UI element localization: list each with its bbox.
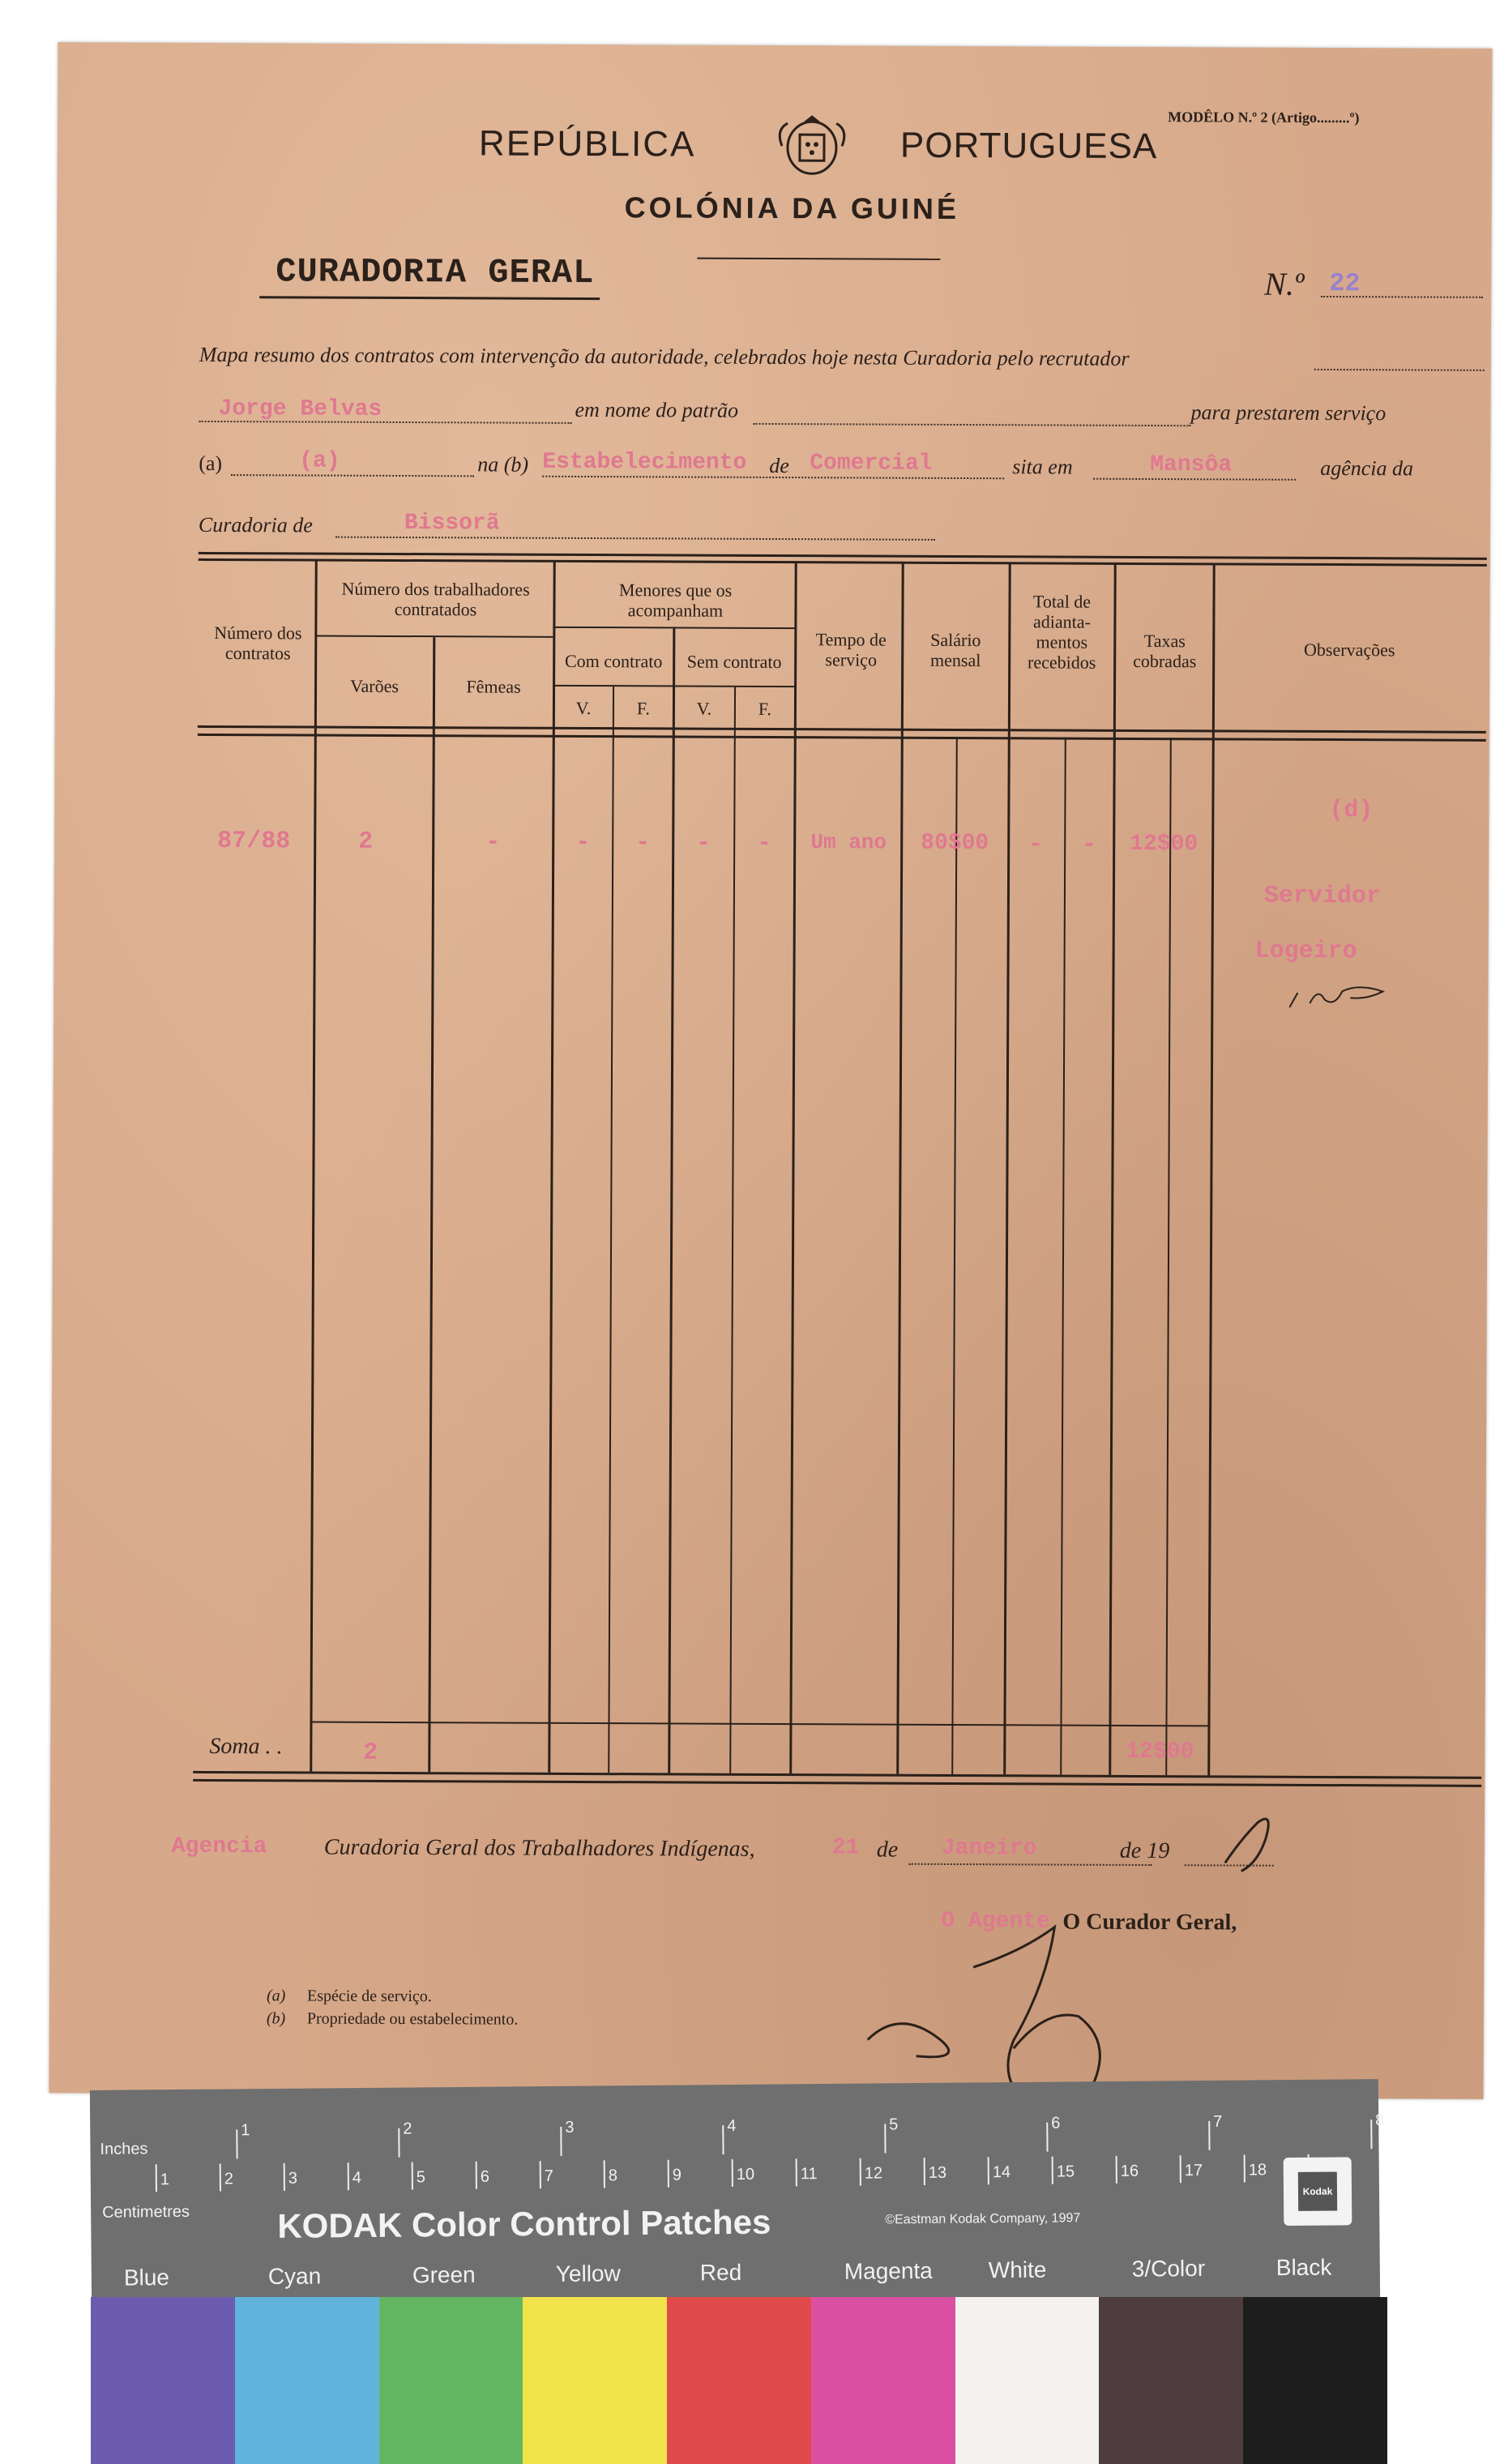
color-patch — [1099, 2297, 1243, 2464]
cm-tick-label: 3 — [288, 2169, 298, 2188]
modelo-label: MODÊLO N.º 2 (Artigo.........º) — [1168, 109, 1360, 126]
cm-tick-line — [924, 2158, 925, 2185]
table-top-rule-2 — [199, 558, 1487, 567]
col-divider-1 — [310, 561, 318, 1772]
header-cf: F. — [636, 698, 650, 719]
patch-label: 3/Color — [1131, 2255, 1206, 2282]
inch-tick-label: 8 — [1375, 2111, 1385, 2130]
numero-label: N.º — [1264, 265, 1305, 302]
note-a: Espécie de serviço. — [306, 1987, 432, 2006]
table-header-rule-1 — [198, 725, 1486, 734]
kodak-copyright: ©Eastman Kodak Company, 1997 — [885, 2211, 1081, 2227]
footer-mes: Janeiro — [941, 1835, 1037, 1862]
color-patch — [523, 2297, 667, 2464]
curadoria-underline — [259, 296, 600, 300]
republica-right: PORTUGUESA — [899, 125, 1158, 167]
header-sv: V. — [696, 698, 712, 719]
footer-de1: de — [876, 1837, 899, 1863]
agencia-da-label: agência da — [1320, 456, 1414, 481]
inch-tick-label: 3 — [565, 2118, 575, 2137]
cell-total-b: - — [1082, 831, 1097, 859]
cm-tick-label: 6 — [480, 2167, 490, 2186]
patch-label: Magenta — [844, 2257, 933, 2284]
inch-tick-line — [236, 2129, 237, 2158]
curadoria-dotline — [335, 537, 935, 541]
cm-tick-line — [988, 2157, 989, 2184]
patch-label: White — [988, 2257, 1047, 2283]
republica-left: REPÚBLICA — [478, 123, 696, 165]
header-numero-contratos: Número dos contratos — [214, 622, 302, 664]
sita-value: Mansôa — [1150, 452, 1233, 478]
de-value: Comercial — [810, 451, 933, 477]
soma-taxas: 12$00 — [1126, 1739, 1194, 1765]
header-cv: V. — [575, 697, 592, 719]
col-divider-5 — [668, 628, 675, 1773]
soma-rule — [311, 1722, 1207, 1727]
cm-tick-line — [860, 2158, 861, 2186]
coat-of-arms-emblem — [767, 113, 857, 178]
footer-mes-dotline — [909, 1863, 1152, 1866]
kodak-logo-text: Kodak — [1298, 2172, 1337, 2211]
header-tempo: Tempo de serviço — [815, 629, 887, 670]
cm-tick-line — [1244, 2155, 1246, 2183]
inch-tick-line — [1208, 2121, 1210, 2150]
ruler-centimetres-label: Centimetres — [102, 2202, 190, 2222]
cell-tempo: Um ano — [810, 830, 887, 855]
col-divider-3 — [548, 562, 556, 1773]
inch-tick-line — [1046, 2123, 1048, 2152]
color-patch — [1243, 2297, 1387, 2464]
col-divider-14 — [1207, 564, 1216, 1775]
color-patch — [811, 2297, 955, 2464]
cm-tick-label: 17 — [1184, 2161, 1203, 2180]
footer-curador-geral: O Curador Geral, — [1062, 1909, 1237, 1936]
soma-label: Soma . . — [209, 1733, 283, 1760]
cell-salario: 80$00 — [921, 830, 989, 857]
note-b-mark: (b) — [266, 2009, 286, 2028]
footer-curadoria-line: Curadoria Geral dos Trabalhadores Indígenas, — [323, 1834, 755, 1862]
cm-tick-label: 16 — [1120, 2162, 1139, 2180]
cm-tick-label: 15 — [1056, 2162, 1075, 2181]
inch-tick-line — [884, 2124, 886, 2153]
cm-tick-label: 8 — [608, 2167, 618, 2185]
kodak-ruler — [90, 2079, 1385, 2309]
kodak-logo — [1284, 2157, 1352, 2226]
para-prestarem-label: para prestarem serviço — [1190, 400, 1386, 426]
footer-o-agente: O Agente — [941, 1908, 1050, 1935]
footer-year-handwritten — [1217, 1806, 1282, 1879]
cm-tick-line — [348, 2162, 349, 2190]
col-divider-9 — [951, 737, 958, 1774]
header-observacoes: Observações — [1304, 639, 1395, 661]
cm-tick-label: 10 — [736, 2165, 755, 2184]
soma-varoes: 2 — [363, 1739, 378, 1767]
footer-de19: de 19 — [1119, 1837, 1170, 1864]
cell-obs-1: (d) — [1329, 797, 1374, 825]
patch-label: Cyan — [267, 2263, 322, 2290]
inch-tick-label: 4 — [727, 2116, 737, 2136]
numero-value: 22 — [1329, 267, 1361, 299]
header-com-contrato: Com contrato — [564, 650, 663, 672]
curadoria-value: Bissorã — [404, 511, 500, 537]
col-divider-11 — [1060, 738, 1066, 1775]
em-nome-label: em nome do patrão — [575, 397, 739, 422]
col-divider-8 — [896, 563, 904, 1774]
color-patch — [91, 2297, 235, 2464]
inch-tick-label: 5 — [889, 2115, 899, 2134]
cell-cf: - — [635, 829, 651, 858]
color-patch — [667, 2297, 811, 2464]
color-patch — [235, 2297, 379, 2464]
cell-cv: - — [575, 828, 591, 858]
recruiter-dotline — [1314, 369, 1485, 371]
cm-tick-line — [668, 2160, 669, 2188]
cm-tick-line — [1180, 2155, 1181, 2183]
cm-tick-line — [156, 2164, 157, 2192]
header-varoes: Varões — [350, 675, 400, 696]
patch-label: Black — [1275, 2254, 1332, 2281]
b-dotline — [542, 476, 1004, 479]
patrao-dotline — [753, 423, 1190, 426]
cm-tick-label: 9 — [672, 2166, 682, 2184]
cm-tick-label: 2 — [224, 2170, 234, 2188]
cm-tick-label: 12 — [864, 2164, 883, 2183]
cm-tick-label: 7 — [544, 2167, 554, 2186]
cm-tick-label: 1 — [160, 2171, 170, 2189]
cell-sf: - — [757, 829, 772, 858]
footer-dia: 21 — [831, 1835, 860, 1861]
header-numero-trabalhadores: Número dos trabalhadores contratados — [341, 578, 530, 620]
header-sf: F. — [758, 698, 771, 719]
cell-obs-3: Logeiro — [1254, 937, 1357, 966]
cm-tick-label: 5 — [416, 2168, 426, 2187]
kodak-title: KODAK Color Control Patches — [277, 2202, 771, 2245]
curadoria-geral-title: CURADORIA GERAL — [276, 252, 595, 293]
a-value: (a) — [299, 448, 340, 474]
cm-tick-line — [1052, 2157, 1053, 2184]
col-divider-10 — [1003, 563, 1011, 1774]
inch-tick-line — [398, 2128, 400, 2158]
patch-label: Red — [699, 2259, 742, 2286]
patch-label: Green — [412, 2261, 476, 2288]
cell-taxas: 12$00 — [1130, 831, 1198, 858]
cm-tick-line — [732, 2159, 733, 2187]
cm-tick-label: 4 — [352, 2169, 362, 2188]
header-taxas: Taxas cobradas — [1133, 631, 1197, 672]
header-femeas: Fêmeas — [466, 676, 521, 697]
col-divider-7 — [789, 563, 797, 1773]
intro-line-1: Mapa resumo dos contratos com intervenção da autoridade, celebrados hoje nesta Curadoria pelo recrutador — [199, 342, 1130, 370]
note-b: Propriedade ou estabelecimento. — [306, 2009, 519, 2029]
cm-tick-label: 18 — [1248, 2161, 1267, 2180]
inch-tick-line — [1370, 2120, 1372, 2149]
color-patches — [91, 2297, 1387, 2464]
colonia-title: COLÓNIA DA GUINÉ — [624, 190, 960, 226]
recruiter-name-dotline — [199, 421, 571, 424]
cm-tick-line — [412, 2162, 413, 2189]
cm-tick-label: 11 — [800, 2165, 818, 2184]
header-salario: Salário mensal — [929, 629, 981, 671]
sita-em-label: sita em — [1012, 455, 1073, 479]
cm-tick-line — [604, 2160, 605, 2188]
cm-tick-line — [476, 2162, 477, 2189]
cm-tick-line — [284, 2163, 285, 2191]
b-value: Estabelecimento — [542, 449, 747, 476]
cell-femeas: - — [485, 828, 501, 857]
inch-tick-label: 6 — [1051, 2114, 1061, 2132]
cell-varoes: 2 — [358, 828, 374, 856]
cell-sv: - — [696, 829, 711, 858]
obs-handwritten-mark — [1285, 975, 1407, 1016]
ruler-inches-label: Inches — [100, 2140, 148, 2158]
header-sem-contrato: Sem contrato — [686, 651, 782, 673]
patch-label: Yellow — [555, 2261, 621, 2286]
header-menores: Menores que os acompanham — [618, 580, 733, 621]
a-dotline — [231, 474, 474, 477]
header-divider — [697, 258, 940, 260]
cell-contratos: 87/88 — [217, 828, 291, 856]
header-total: Total de adianta- mentos recebidos — [1027, 591, 1096, 673]
cm-tick-line — [796, 2158, 797, 2186]
de-label: de — [769, 453, 789, 478]
table-bottom-rule-1 — [193, 1771, 1481, 1779]
cell-obs-2: Servidor — [1263, 882, 1382, 911]
note-a-mark: (a) — [266, 1987, 286, 2005]
inch-tick-label: 2 — [403, 2120, 412, 2138]
cm-tick-line — [540, 2161, 541, 2188]
color-patch — [955, 2297, 1100, 2464]
a-label: (a) — [199, 451, 223, 476]
inch-tick-label: 7 — [1213, 2112, 1223, 2131]
cm-tick-label: 14 — [992, 2163, 1011, 2182]
sita-dotline — [1093, 478, 1296, 481]
inch-tick-line — [560, 2127, 562, 2156]
table-header-rule-2 — [198, 734, 1486, 742]
inch-tick-line — [722, 2125, 724, 2154]
document-sheet — [49, 42, 1492, 2099]
footer-agencia: Agencia — [171, 1833, 267, 1860]
table-bottom-rule-2 — [193, 1779, 1481, 1787]
col-divider-13 — [1165, 738, 1172, 1775]
cm-tick-line — [220, 2164, 221, 2192]
cm-tick-label: 13 — [928, 2163, 947, 2182]
color-patch — [379, 2297, 523, 2464]
curadoria-de-label: Curadoria de — [198, 512, 313, 537]
col-divider-2 — [428, 637, 435, 1772]
inch-tick-label: 1 — [241, 2121, 250, 2140]
patch-label: Blue — [123, 2265, 170, 2291]
cm-tick-line — [1116, 2156, 1117, 2184]
col-divider-12 — [1109, 564, 1117, 1775]
cell-total-a: - — [1028, 831, 1044, 859]
recruiter-name: Jorge Belvas — [218, 396, 382, 422]
na-b-label: na (b) — [477, 452, 529, 477]
